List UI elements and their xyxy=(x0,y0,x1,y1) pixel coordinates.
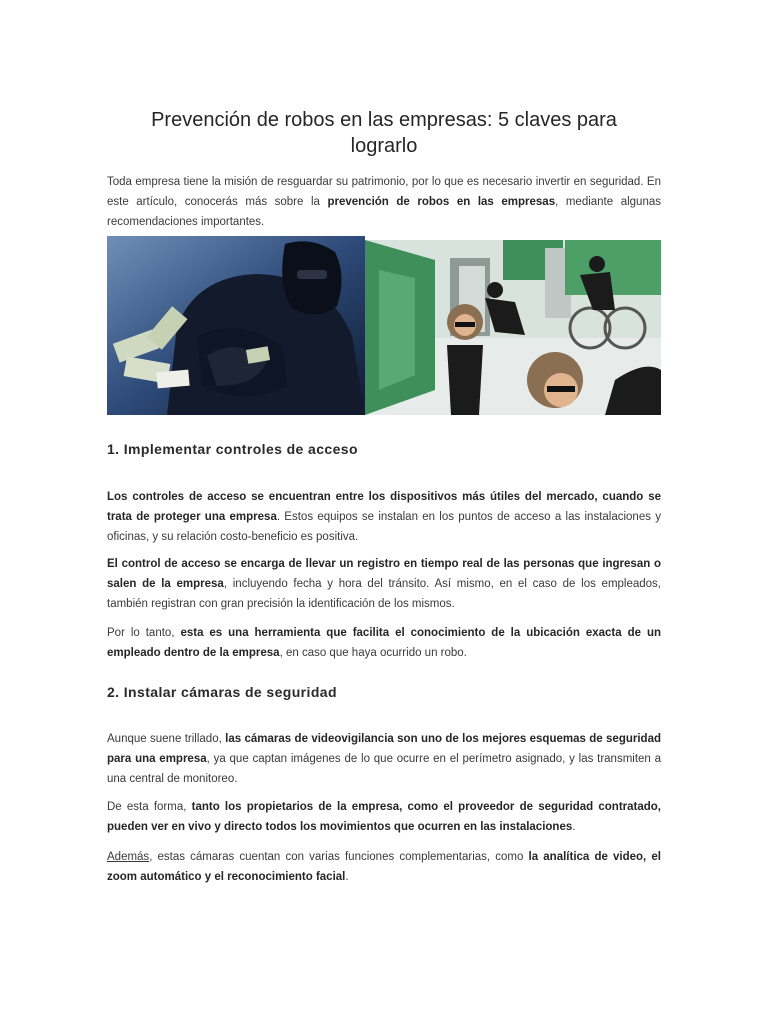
article-title: Prevención de robos en las empresas: 5 claves para lograrlo xyxy=(151,109,617,157)
section1-paragraph-2 xyxy=(107,554,661,614)
s1p3-text-1: Por lo tanto, xyxy=(107,627,181,639)
s2p2-text-2: . xyxy=(572,821,576,833)
intro-text-1: Toda empresa tiene la misión de resguardar su patrimonio, por lo que es necesario invertir en seguridad. En este artículo, conocerás más sobre la xyxy=(107,176,661,208)
intro-paragraph xyxy=(107,172,661,232)
intro-bold: prevención de robos en las empresas xyxy=(327,196,556,208)
s1p2-text: , incluyendo fecha y hora del tránsito. Así mismo, en el caso de los empleados, también registran con gran precisión la identificación de los mismos. xyxy=(107,578,661,610)
section2-paragraph-3 xyxy=(107,847,661,887)
s2p1-text-1: Aunque suene trillado, xyxy=(107,733,226,745)
intro-text-2: , mediante algunas recomendaciones importantes. xyxy=(107,196,661,228)
s1p3-bold: esta es una herramienta que facilita el conocimiento de la ubicación exacta de un empleado dentro de la empresa xyxy=(107,627,661,659)
s1p3-text-2: , en caso que haya ocurrido un robo. xyxy=(279,647,467,659)
s1p1-text: . Estos equipos se instalan en los puntos de acceso a las instalaciones y oficinas, y su relación costo-beneficio es positiva. xyxy=(107,511,661,543)
ademas-link[interactable]: Además xyxy=(107,851,150,863)
s2p2-bold: tanto los propietarios de la empresa, como el proveedor de seguridad contratado, pueden ver en vivo y directo todos los movimientos que ocurren en las instalaciones xyxy=(107,801,661,833)
section1-heading: 1. Implementar controles de acceso xyxy=(107,441,358,457)
section2-paragraph-1 xyxy=(107,729,661,789)
burglar-photo xyxy=(107,236,365,415)
s2p1-text-2: , ya que captan imágenes de lo que ocurre en el perímetro asignado, y las transmiten a una central de monitoreo. xyxy=(107,753,661,785)
s2p3-text-2: . xyxy=(345,871,349,883)
s1p2-bold: El control de acceso se encarga de llevar un registro en tiempo real de las personas que ingresan o salen de la empresa xyxy=(107,558,661,590)
section1-paragraph-1 xyxy=(107,487,661,547)
section1-paragraph-3 xyxy=(107,623,661,663)
section2-paragraph-2 xyxy=(107,797,661,837)
s1p1-bold: Los controles de acceso se encuentran entre los dispositivos más útiles del mercado, cuando se trata de proteger una empresa xyxy=(107,491,661,523)
thieves-illustration xyxy=(365,240,661,415)
s2p2-text-1: De esta forma, xyxy=(107,801,192,813)
section2-heading: 2. Instalar cámaras de seguridad xyxy=(107,684,337,700)
s2p3-text-1: , estas cámaras cuentan con varias funciones complementarias, como xyxy=(149,851,529,863)
s2p1-bold: las cámaras de videovigilancia son uno de los mejores esquemas de seguridad para una empresa xyxy=(107,733,661,765)
s2p3-bold: la analítica de video, el zoom automático y el reconocimiento facial xyxy=(107,851,661,883)
